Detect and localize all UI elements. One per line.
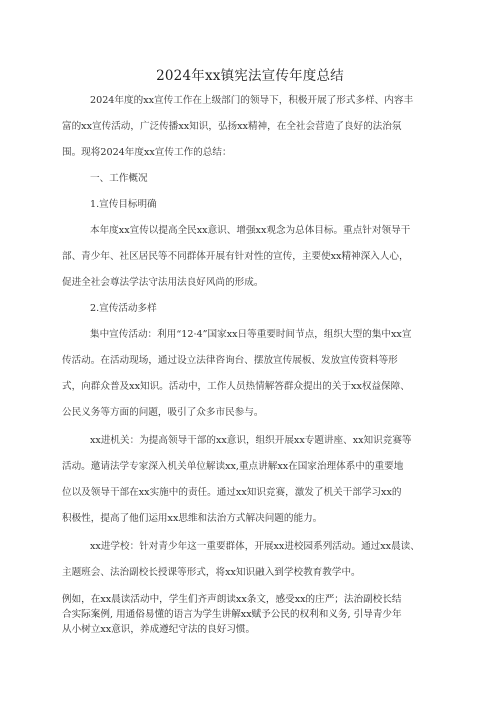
sub2-line-1: 集中宣传活动：利用“12·4”国家xx日等重要时间节点，组织大型的集中xx宣 [90, 329, 412, 340]
sub2b-line-1: xx进机关：为提高领导干部的xx意识，组织开展xx专题讲座、xx知识竞赛等 [90, 435, 412, 446]
sub2-line-3: 式，向群众普及xx知识。活动中，工作人员热情解答群众提出的关于xx权益保障、 [62, 381, 410, 392]
sub2-line-4: 公民义务等方面的问题，吸引了众多市民参与。 [62, 407, 264, 418]
tail-line-1: 例如，在xx晨读活动中，学生们齐声朗读xx条文，感受xx的庄严；法治副校长结 [62, 594, 402, 605]
sub2c-line-2: 主题班会、法治副校长授课等形式，将xx知识融入到学校教育教学中。 [62, 567, 361, 578]
tail-line-2: 合实际案例, 用通俗易懂的语言为学生讲解xx赋予公民的权利和义务, 引导青少年 [62, 609, 402, 620]
intro-line-3: 围。现将2024年度xx宣传工作的总结： [62, 147, 232, 158]
sub2-line-2: 传活动。在活动现场，通过设立法律咨询台、摆放宣传展板、发放宣传资料等形 [62, 355, 398, 366]
intro-line-1: 2024年度的xx宣传工作在上级部门的领导下，积极开展了形式多样、内容丰 [90, 95, 414, 106]
sub1-line-1: 本年度xx宣传以提高全民xx意识、增强xx观念为总体目标。重点针对领导干 [90, 225, 411, 236]
sub2b-line-2: 活动。邀请法学专家深入机关单位解读xx,重点讲解xx在国家治理体系中的重要地 [62, 461, 404, 472]
subsection-heading-1: 1.宣传目标明确 [90, 199, 157, 210]
sub2b-line-4: 积极性，提高了他们运用xx思维和法治方式解决问题的能力。 [62, 513, 323, 524]
sub2c-line-1: xx进学校：针对青少年这一重要群体，开展xx进校园系列活动。通过xx晨读、 [90, 541, 420, 552]
document-title: 2024年xx镇宪法宣传年度总结 [156, 68, 344, 84]
sub1-line-2: 部、青少年、社区居民等不同群体开展有针对性的宣传，主要使xx精神深入人心， [62, 251, 409, 262]
section-heading: 一、工作概况 [90, 173, 148, 184]
subsection-heading-2: 2.宣传活动多样 [90, 303, 157, 314]
intro-line-2: 富的xx宣传活动，广泛传播xx知识，弘扬xx精神，在全社会营造了良好的法治氛 [62, 121, 402, 132]
sub1-line-3: 促进全社会尊法学法守法用法良好风尚的形成。 [62, 277, 264, 288]
sub2b-line-3: 位以及领导干部在xx实施中的责任。通过xx知识竞赛，激发了机关干部学习xx的 [62, 487, 402, 498]
tail-line-3: 从小树立xx意识，养成遵纪守法的良好习惯。 [62, 624, 256, 635]
